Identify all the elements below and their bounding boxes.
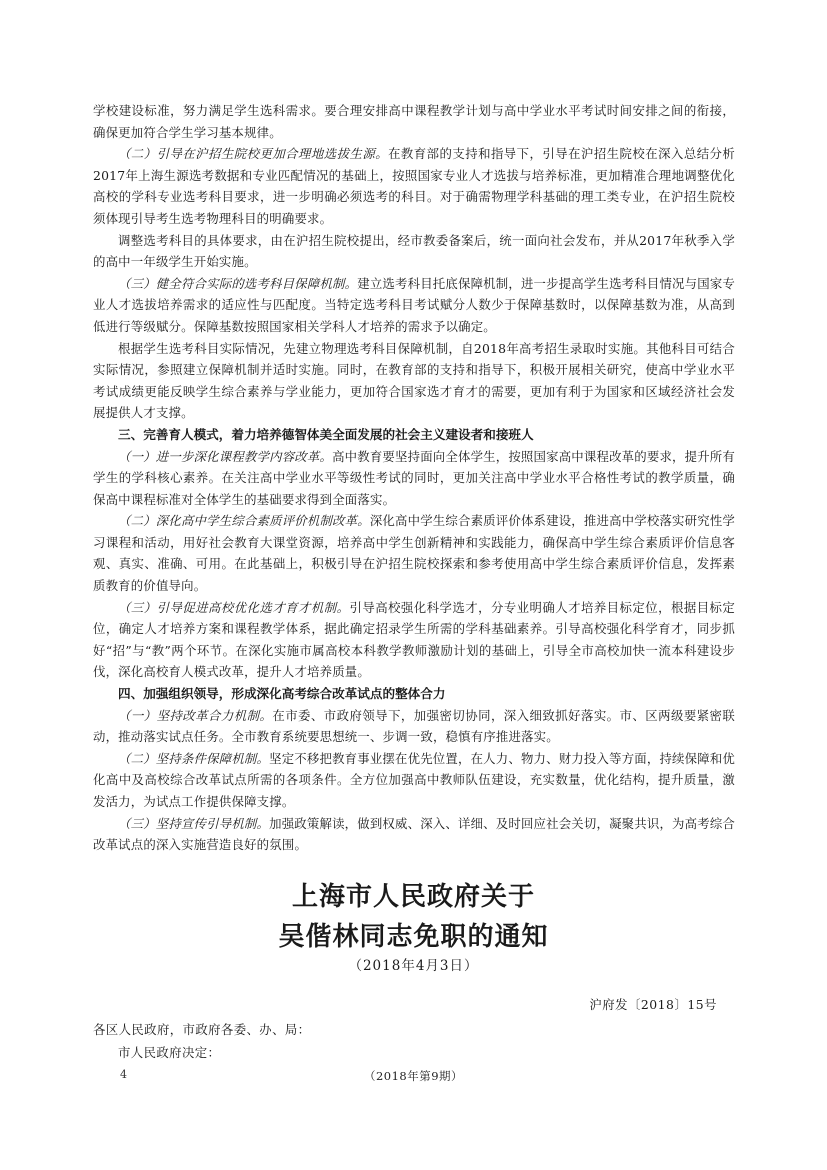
section-heading-3: 三、完善育人模式，着力培养德智体美全面发展的社会主义建设者和接班人 [118,426,534,442]
paragraph-4-3 [93,813,735,856]
paragraph-text: 调整选考科目的具体要求，由在沪招生院校提出，经市教委备案后，统一面向社会发布，并从2017年秋季入学的高中一年级学生开始实施。 [93,232,735,270]
paragraph-3-2 [93,510,735,596]
paragraph-2-2 [93,143,735,229]
paragraph-lead: （三）引导促进高校优化选才育才机制。 [118,599,350,615]
notice-title-line-1: 上海市人民政府关于 [291,882,535,912]
paragraph-text: 在市委、市政府领导下，加强密切协同，深入细致抓好落实。市、区两级要紧密联动，推动落实试点任务。全市教育系统要思想统一、步调一致，稳慎有序推进落实。 [93,707,736,745]
paragraph-2-3 [93,273,735,338]
paragraph-text: 坚定不移把教育事业摆在优先位置，在人力、物力、财力投入等方面，持续保障和优化高中及高校综合改革试点所需的各项条件。全方位加强高中教师队伍建设，充实数量，优化结构，提升质量，激发活力，为试点工作提供保障支撑。 [93,750,735,809]
page-number: 4 [120,1068,127,1081]
notice-title-line-2: 吴偕林同志免职的通知 [278,922,549,952]
paragraph-lead: （三）坚持宣传引导机制。 [118,815,270,831]
section-heading-4: 四、加强组织领导，形成深化高考综合改革试点的整体合力 [118,686,446,702]
notice-decision: 市人民政府决定： [118,1045,221,1060]
paragraph-lead: （二）引导在沪招生院校更加合理地选拔生源。 [118,146,389,162]
notice-recipients: 各区人民政府，市政府各委、办、局： [93,1022,311,1037]
paragraph-3-3 [93,597,735,683]
paragraph-physics-guarantee [93,338,735,424]
issue-info: （2018年第9期） [363,1069,464,1083]
paragraph-text: 高中教育要坚持面向全体学生，按照国家高中课程改革的要求，提升所有学生的学科核心素养。在关注高中学业水平等级性考试的同时，更加关注高中学业水平合格性考试的教学质量，确保高中课程标准对全体学生的基础要求得到全面落实。 [93,448,735,507]
paragraph-text: 在教育部的支持和指导下，引导在沪招生院校在深入总结分析2017年上海生源选考数据和专业匹配情况的基础上，按照国家专业人才选拔与培养标准，更加精准合理地调整优化高校的学科专业选考科目要求，进一步明确必须选考的科目。对于确需物理学科基础的理工类专业，在沪招生院校须体现引导考生选考物理科目的明确要求。 [93,146,736,226]
paragraph-text: 加强政策解读，做到权威、深入、详细、及时回应社会关切，凝聚共识，为高考综合改革试点的深入实施营造良好的氛围。 [93,815,735,853]
paragraph-4-1 [93,705,735,748]
paragraph-lead: （三）健全符合实际的选考科目保障机制。 [118,275,358,291]
paragraph-adjust-requirements [93,230,735,273]
notice-date: （2018年4月3日） [348,958,479,974]
policy-body-text [93,100,735,856]
paragraph-lead: （一）坚持改革合力机制。 [118,707,273,723]
paragraph-lead: （一）进一步深化课程教学内容改革。 [118,448,333,464]
paragraph-text: 深化高中学生综合素质评价体系建设，推进高中学校落实研究性学习课程和活动，用好社会教育大课堂资源，培养高中学生创新精神和实践能力，确保高中学生综合素质评价信息客观、真实、准确、可用。在此基础上，积极引导在沪招生院校探索和参考使用高中学生综合素质评价信息，发挥素质教育的价值导向。 [93,513,735,594]
paragraph-text: 根据学生选考科目实际情况，先建立物理选考科目保障机制，自2018年高考招生录取时实施。其他科目可结合实际情况，参照建立保障机制并适时实施。同时，在教育部的支持和指导下，积极开展相关研究，使高中学业水平考试成绩更能反映学生综合素养与学业能力，更加符合国家选才育才的需要，更加有利于为国家和区域经济社会发展提供人才支撑。 [93,340,735,421]
paragraph-lead: （二）坚持条件保障机制。 [118,750,270,766]
paragraph-3-1 [93,446,735,511]
paragraph-lead: （二）深化高中学生综合素质评价机制改革。 [118,513,370,529]
paragraph-text: 引导高校强化科学选才，分专业明确人才培养目标定位，根据目标定位，确定人才培养方案和课程教学体系，据此确定招录学生所需的学科基础素养。引导高校强化科学育才，同步抓好“招”与“教”两个环节。在深化实施市属高校本科教学教师激励计划的基础上，引导全市高校加快一流本科建设步伐，深化高校育人模式改革，提升人才培养质量。 [93,599,736,680]
paragraph-text: 学校建设标准，努力满足学生选科需求。要合理安排高中课程教学计划与高中学业水平考试时间安排之间的衔接，确保更加符合学生学习基本规律。 [93,103,735,140]
paragraph-continuation [93,100,735,143]
paragraph-4-2 [93,748,735,813]
paragraph-text: 建立选考科目托底保障机制，进一步提高学生选考科目情况与国家专业人才选拔培养需求的适应性与匹配度。当特定选考科目考试赋分人数少于保障基数时，以保障基数为准，从高到低进行等级赋分。保障基数按照国家相关学科人才培养的需求予以确定。 [93,275,735,334]
document-number: 沪府发〔2018〕15号 [589,997,717,1012]
